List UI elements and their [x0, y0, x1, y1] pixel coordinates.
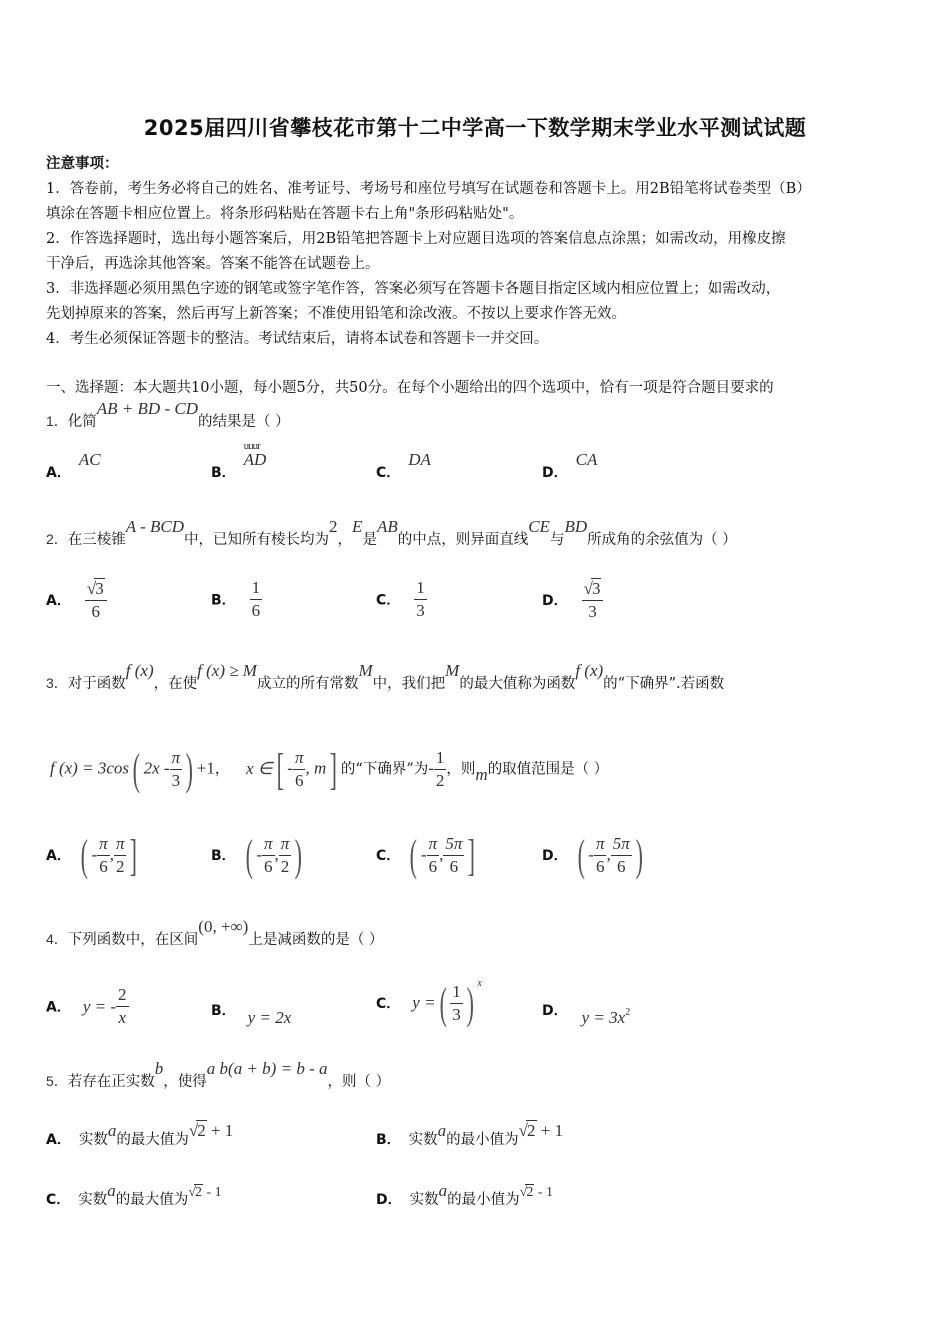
fraction-denominator: 6 — [264, 856, 273, 876]
math-expr: a — [107, 1121, 117, 1140]
fraction: $\frac{√3}{3}$ — [582, 578, 604, 623]
option-label: C． — [46, 1192, 71, 1208]
option-label: C． — [376, 465, 401, 481]
question-4 — [46, 917, 384, 949]
math-expr: y = - — [82, 996, 117, 1016]
math-expr: E — [352, 517, 363, 536]
math-expr: y = 3x — [581, 1008, 626, 1027]
q1-option-d[interactable] — [542, 450, 598, 482]
q2-option-a[interactable] — [46, 578, 107, 623]
question-text: 的取值范围是（ ） — [487, 761, 609, 778]
fraction — [414, 578, 427, 622]
math-expr: x ∈ — [246, 758, 273, 778]
fraction — [97, 834, 110, 878]
math-expr: M — [358, 661, 373, 680]
question-text: ，则（ ） — [327, 1074, 391, 1090]
question-text: 是 — [362, 532, 377, 548]
math-expr: a — [437, 1121, 447, 1140]
fraction — [116, 985, 129, 1029]
fraction: $\frac{√3}{6}$ — [85, 578, 107, 623]
math-expr: AB + BD - CD — [96, 399, 198, 418]
option-label: C． — [376, 996, 401, 1012]
math-expr: a b(a + b) = b - a — [206, 1059, 328, 1078]
note-2a: 2．作答选择题时，选出每小题答案后，用2B铅笔把答题卡上对应题目选项的答案信息点涂黑；如需改动，用橡皮擦 — [46, 231, 786, 247]
math-expr: + 1 — [210, 1121, 234, 1140]
question-1 — [46, 399, 290, 431]
q5-option-d[interactable]: D． 实数a的最小值为√2 - 1 — [376, 1181, 553, 1208]
fraction — [611, 834, 632, 878]
fraction-numerator: 2 — [116, 985, 129, 1007]
option-label: C． — [376, 848, 401, 864]
option-label: B． — [211, 848, 236, 864]
fraction-numerator: π — [97, 834, 110, 856]
math-expr: 2 — [329, 517, 338, 536]
question-number: 2． — [46, 531, 68, 547]
sqrt-value: 2 — [526, 1185, 534, 1200]
option-label: B． — [376, 1132, 401, 1148]
math-expr: f (x) = 3cos — [50, 758, 129, 778]
question-text: ， — [214, 761, 230, 778]
fraction — [434, 748, 447, 792]
fraction-denominator: 6 — [428, 856, 438, 876]
option-text: 实数 — [408, 1132, 438, 1148]
fraction-denominator: 6 — [91, 602, 101, 621]
math-expr: - — [256, 845, 262, 864]
q3-option-a[interactable]: A． ( - $\frac{\pi}{6}$ , $\frac{\pi}{2}$ ] — [46, 831, 138, 880]
math-expr: BD — [564, 517, 588, 536]
vector-arrow-icon: uuur — [243, 440, 260, 452]
sqrt-value: 2 — [197, 1121, 206, 1140]
fraction-numerator: π — [170, 748, 183, 770]
option-math: DA — [408, 450, 431, 469]
note-1b: 填涂在答题卡相应位置上。将条形码粘贴在答题卡右上角"条形码粘贴处"。 — [46, 206, 524, 222]
question-text: 在三棱锥 — [67, 532, 126, 548]
question-text: 与 — [549, 532, 565, 548]
math-expr: y = 2x — [247, 1008, 292, 1027]
fraction-denominator: 6 — [294, 770, 304, 790]
math-expr: +1 — [196, 758, 215, 778]
fraction-denominator: 3 — [416, 601, 425, 620]
math-expr: , m — [305, 758, 327, 778]
page-title: 2025届四川省攀枝花市第十二中学高一下数学期末学业水平测试试题 — [143, 116, 807, 140]
sqrt-value: 2 — [527, 1121, 536, 1140]
option-label: D． — [542, 1003, 568, 1019]
fraction — [170, 748, 183, 792]
question-text: 下列函数中，在区间 — [67, 932, 199, 948]
math-expr: + 1 — [540, 1121, 564, 1140]
question-number: 5． — [46, 1073, 68, 1089]
fraction — [279, 834, 292, 878]
fraction-numerator: π — [279, 834, 292, 856]
question-text: ，使得 — [163, 1074, 207, 1090]
fraction — [450, 982, 463, 1026]
question-text: 的“下确界”.若函数 — [603, 676, 725, 692]
question-text: 的最大值称为函数 — [459, 676, 576, 692]
q4-option-b[interactable] — [211, 1000, 292, 1027]
fraction-numerator: π — [594, 834, 607, 856]
note-4: 4．考生必须保证答题卡的整洁。考试结束后，请将本试卷和答题卡一并交回。 — [46, 331, 549, 347]
fraction-denominator: 6 — [251, 601, 261, 620]
option-label: B． — [211, 1003, 236, 1019]
fraction-numerator: 3 — [95, 579, 104, 598]
math-exponent: x — [477, 978, 482, 989]
option-text: 的最小值为 — [447, 1192, 520, 1208]
math-expr: M — [445, 661, 460, 680]
option-text: 的最大值为 — [115, 1192, 189, 1208]
q3-option-b[interactable]: B． ( - $\frac{\pi}{6}$ , $\frac{\pi}{2}$ ) — [211, 831, 303, 880]
note-3a: 3．非选择题必须用黑色字迹的钢笔或签字笔作答，答案必须写在答题卡各题目指定区域内相应位置上；如需改动， — [46, 281, 781, 297]
option-text: 实数 — [78, 1132, 108, 1148]
question-text: 的中点，则异面直线 — [397, 532, 529, 548]
question-text: ，则 — [446, 761, 476, 778]
question-number: 1． — [46, 413, 68, 429]
q3-option-d[interactable]: D． ( - $\frac{\pi}{6}$ , $\frac{5\pi}{6}$ ) — [542, 831, 643, 880]
math-expr: - — [428, 758, 434, 778]
option-math: AC — [78, 450, 101, 469]
q2-option-b[interactable] — [211, 578, 262, 622]
question-number: 4． — [46, 931, 68, 947]
option-label: D． — [542, 848, 568, 864]
q5-option-c[interactable]: C． 实数a的最大值为√2 - 1 — [46, 1181, 222, 1208]
fraction-numerator: π — [114, 834, 127, 856]
math-expr: AB — [376, 517, 398, 536]
math-expr: y = — [412, 993, 436, 1012]
fraction — [250, 578, 263, 622]
q2-option-c[interactable] — [376, 578, 427, 622]
fraction-numerator: π — [293, 748, 306, 770]
fraction-denominator: 3 — [588, 602, 597, 621]
question-text: 中，我们把 — [372, 676, 446, 692]
q4-option-d[interactable] — [542, 1000, 631, 1027]
math-expr: - — [420, 845, 427, 864]
option-label: A． — [46, 1132, 71, 1148]
notes-heading: 注意事项： — [46, 155, 119, 172]
q4-option-c[interactable]: C． y =( $\frac{1}{3}$ ) $^x$ — [376, 978, 482, 1028]
option-text: 实数 — [78, 1192, 108, 1208]
question-number: 3． — [46, 675, 68, 691]
fraction — [262, 834, 275, 878]
question-text: 若存在正实数 — [67, 1074, 155, 1090]
option-label: A． — [46, 999, 71, 1016]
q1-option-a[interactable] — [46, 450, 101, 482]
fraction-numerator: 1 — [250, 578, 263, 600]
math-expr: a — [107, 1181, 116, 1200]
math-expr: f (x) — [125, 661, 154, 680]
question-text: ，在使 — [153, 676, 198, 692]
math-expr: A - BCD — [125, 517, 185, 536]
math-exponent: 2 — [625, 1007, 631, 1018]
fraction-numerator: 5π — [443, 834, 464, 856]
fraction — [427, 834, 440, 878]
option-text: 的最大值为 — [116, 1132, 189, 1148]
math-expr: (0, +∞) — [198, 917, 249, 936]
math-expr: f (x) — [575, 661, 604, 680]
note-3b: 先划掉原来的答案，然后再写上新答案；不准使用铅笔和涂改液。不按以上要求作答无效。 — [46, 306, 626, 322]
q3-option-c[interactable]: C． ( - $\frac{\pi}{6}$ , $\frac{5\pi}{6}$ ] — [376, 831, 476, 880]
q3-function-definition: f (x) = 3cos( 2x - $\frac{\pi}{3}$ ) +1， x ∈[ - $\frac{\pi}{6}$ , m] 的“下确界”为- $\frac{1}{2}$ ，则m的取值范围是（ ） — [50, 745, 609, 794]
fraction-denominator: 6 — [449, 856, 459, 876]
option-label: A． — [46, 465, 71, 481]
math-expr: a — [438, 1181, 448, 1200]
fraction — [114, 834, 127, 878]
math-expr: m — [475, 764, 488, 784]
fraction-numerator: 1 — [414, 578, 427, 600]
question-text: 上是减函数的是（ ） — [248, 932, 384, 948]
math-expr: b — [154, 1059, 164, 1078]
sqrt-value: 2 — [194, 1185, 202, 1200]
fraction-denominator: x — [118, 1008, 127, 1027]
note-1a: 1．答卷前，考生务必将自己的姓名、准考证号、考场号和座位号填写在试题卷和答题卡上。用2B铅笔将试卷类型（B） — [46, 181, 811, 197]
option-label: D． — [542, 593, 568, 609]
question-text: ， — [337, 532, 353, 548]
fraction-denominator: 6 — [595, 856, 605, 876]
question-text: 化简 — [67, 414, 97, 430]
option-math: CA — [575, 450, 598, 469]
fraction-denominator: 3 — [171, 770, 181, 790]
question-text: 的结果是（ ） — [197, 414, 290, 430]
fraction-numerator: π — [427, 834, 440, 856]
math-expr: - 1 — [537, 1185, 553, 1200]
fraction-denominator: 2 — [115, 856, 125, 876]
option-label: D． — [542, 465, 568, 481]
option-label: A． — [46, 848, 71, 864]
option-label: B． — [211, 592, 236, 609]
note-2b: 干净后，再选涂其他答案。答案不能答在试题卷上。 — [46, 256, 380, 272]
fraction-numerator: π — [262, 834, 275, 856]
math-expr: - 1 — [206, 1185, 222, 1200]
option-label: B． — [211, 465, 236, 481]
question-text: 对于函数 — [67, 676, 126, 692]
question-2 — [46, 517, 737, 549]
option-text: 实数 — [409, 1192, 439, 1208]
q1-option-c[interactable] — [376, 450, 431, 482]
math-expr: - — [91, 845, 98, 864]
fraction — [443, 834, 464, 878]
question-text: 中，已知所有棱长均为 — [184, 532, 330, 548]
option-text: 的最小值为 — [446, 1132, 519, 1148]
fraction-numerator: 1 — [434, 748, 447, 770]
q4-option-a[interactable] — [46, 985, 129, 1029]
q1-option-b[interactable] — [211, 440, 267, 482]
option-label: A． — [46, 593, 71, 609]
fraction-numerator: 1 — [450, 982, 463, 1004]
fraction-denominator: 6 — [617, 856, 626, 876]
fraction — [594, 834, 607, 878]
fraction — [293, 748, 306, 792]
fraction-denominator: 3 — [452, 1004, 461, 1024]
option-label: D． — [376, 1192, 402, 1208]
fraction-denominator: 6 — [99, 856, 108, 876]
math-expr: 2x - — [143, 758, 170, 778]
question-text: 成立的所有常数 — [256, 676, 359, 692]
fraction-numerator: 5π — [611, 834, 632, 856]
option-label: C． — [376, 592, 401, 609]
q5-option-a[interactable]: A． 实数a的最大值为√2 + 1 — [46, 1121, 234, 1148]
fraction-denominator: 2 — [280, 856, 290, 876]
fraction-denominator: 2 — [435, 770, 445, 790]
question-5 — [46, 1059, 391, 1091]
section-heading: 一、选择题：本大题共10小题，每小题5分，共50分。在每个小题给出的四个选项中，恰有一项是符合题目要求的 — [46, 380, 774, 396]
question-text: 的“下确界”为 — [340, 761, 429, 778]
option-math: AD — [243, 450, 267, 469]
question-text: 所成角的余弦值为（ ） — [587, 532, 737, 548]
q5-option-b[interactable]: B． 实数a的最小值为√2 + 1 — [376, 1121, 564, 1148]
question-3 — [46, 661, 725, 693]
math-expr: - — [588, 845, 594, 864]
q2-option-d[interactable] — [542, 578, 603, 623]
fraction-numerator: 3 — [591, 579, 601, 598]
math-expr: CE — [528, 517, 550, 536]
math-expr: f (x) ≥ M — [197, 661, 257, 680]
